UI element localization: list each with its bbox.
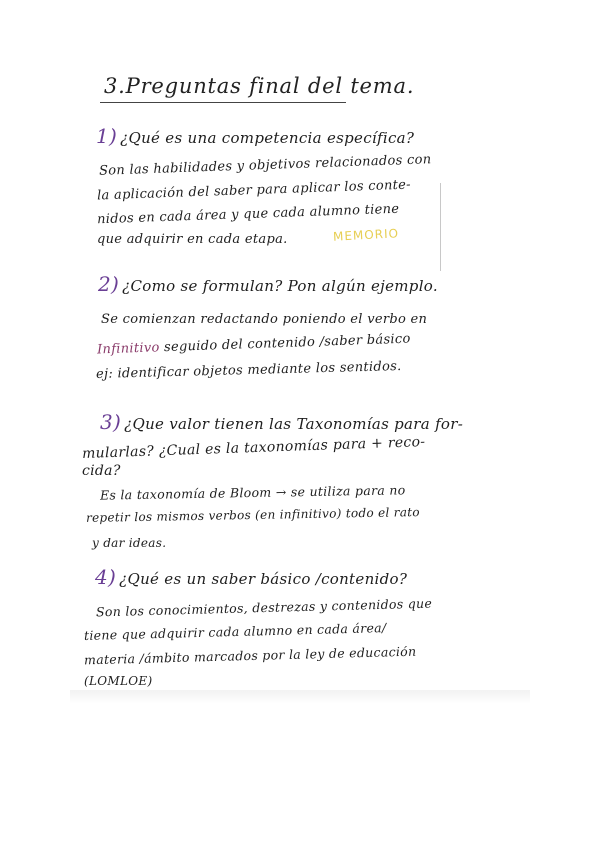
answer-2-line-2: [97, 332, 411, 358]
question-3-text-line-3: cida?: [82, 463, 121, 479]
infinitivo-word: Infinitivo: [96, 340, 160, 358]
question-1-text: ¿Qué es una competencia específica?: [120, 129, 415, 147]
margin-line: [440, 183, 441, 271]
question-2-text: ¿Como se formulan? Pon algún ejemplo.: [122, 277, 438, 295]
question-3-text-line-2: mularlas? ¿Cual es la taxonomías para + reco-: [81, 434, 426, 462]
answer-3-line-2: repetir los mismos verbos (en infinitivo) todo el rato: [85, 505, 420, 525]
answer-2-line-1: Se comienzan redactando poniendo el verbo en: [101, 312, 428, 327]
answer-4-line-4: (LOMLOE): [84, 674, 153, 688]
paper-edge-shadow: [70, 690, 530, 704]
answer-1-line-1: Son las habilidades y objetivos relacionados con: [98, 152, 432, 179]
answer-1-line-4: que adquirir en cada etapa.: [97, 232, 288, 247]
question-1: [96, 124, 414, 148]
title-underline: [100, 102, 346, 103]
question-4-number: 4): [95, 565, 117, 589]
page-title: 3.Preguntas final del tema.: [104, 74, 415, 98]
question-3-number: 3): [100, 410, 122, 434]
answer-2-line-2-rest: seguido del contenido /saber básico: [163, 331, 411, 356]
question-4-text: ¿Qué es un saber básico /contenido?: [119, 570, 408, 588]
question-1-number: 1): [96, 124, 118, 148]
yellow-note: MEMORIO: [332, 226, 400, 244]
answer-4-line-3: materia /ámbito marcados por la ley de educación: [83, 643, 417, 668]
question-3: [100, 410, 463, 434]
answer-4-line-2: tiene que adquirir cada alumno en cada área/: [83, 620, 387, 643]
question-4: [95, 565, 407, 589]
answer-4-line-1: Son los conocimientos, destrezas y contenidos que: [95, 595, 433, 620]
answer-2-line-3: ej: identificar objetos mediante los sentidos.: [95, 359, 402, 382]
question-2-number: 2): [98, 272, 120, 296]
question-3-text-line-1: ¿Que valor tienen las Taxonomías para for-: [124, 415, 464, 433]
question-2: [98, 272, 438, 296]
answer-3-line-3: y dar ideas.: [92, 536, 167, 550]
answer-1-line-2: la aplicación del saber para aplicar los conte-: [96, 177, 412, 204]
answer-1-line-3: nidos en cada área y que cada alumno tiene: [96, 201, 400, 228]
answer-3-line-1: Es la taxonomía de Bloom → se utiliza para no: [99, 482, 406, 503]
